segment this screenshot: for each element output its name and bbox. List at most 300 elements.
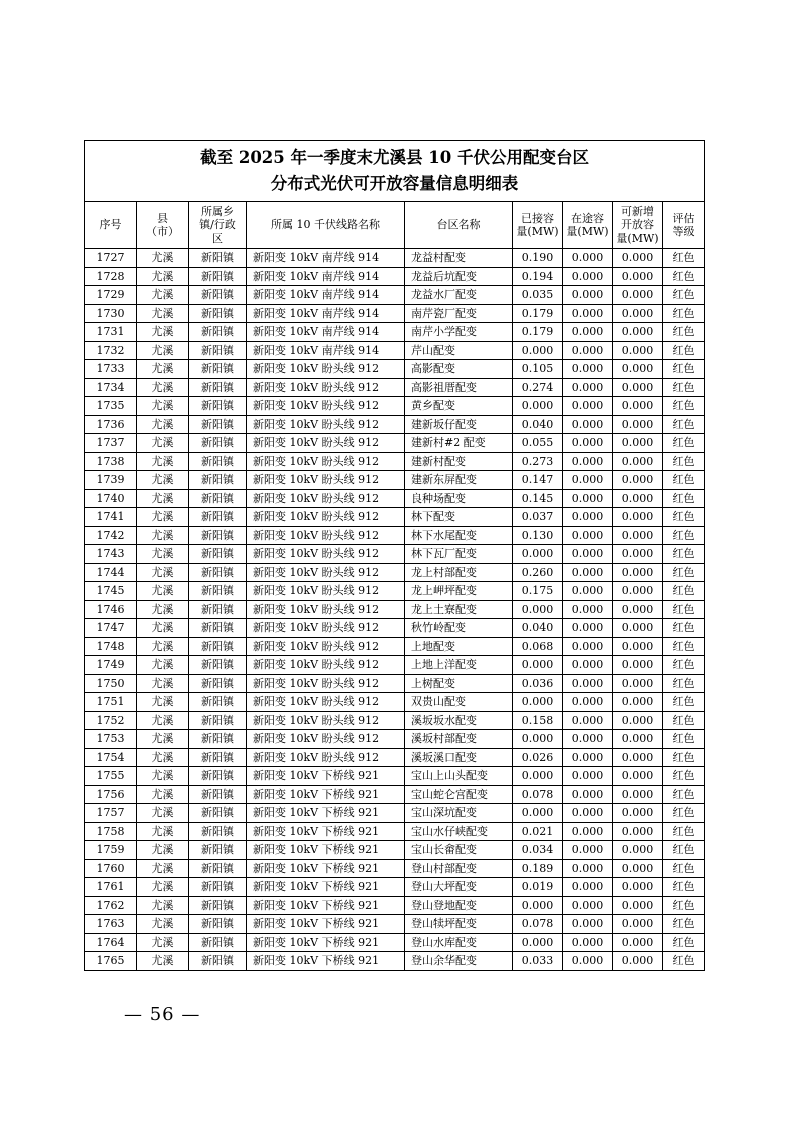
cell-town: 新阳镇	[189, 471, 247, 490]
cell-seq: 1747	[85, 619, 137, 638]
cell-line: 新阳变 10kV 盼头线 912	[247, 360, 405, 379]
header-available-l2: 开放容	[621, 218, 654, 232]
cell-line: 新阳变 10kV 盼头线 912	[247, 397, 405, 416]
cell-seq: 1734	[85, 378, 137, 397]
cell-county: 尤溪	[137, 341, 189, 360]
cell-area: 龙益后坑配变	[405, 267, 513, 286]
cell-grade: 红色	[663, 730, 705, 749]
cell-county: 尤溪	[137, 563, 189, 582]
cell-county: 尤溪	[137, 915, 189, 934]
cell-county: 尤溪	[137, 489, 189, 508]
header-county-l2: （市）	[146, 225, 179, 238]
cell-pending: 0.000	[563, 397, 613, 416]
cell-connected: 0.068	[513, 637, 563, 656]
cell-connected: 0.147	[513, 471, 563, 490]
table-row	[85, 286, 705, 305]
cell-connected: 0.033	[513, 952, 563, 971]
cell-county: 尤溪	[137, 267, 189, 286]
table-row	[85, 360, 705, 379]
cell-grade: 红色	[663, 822, 705, 841]
cell-line: 新阳变 10kV 下桥线 921	[247, 767, 405, 786]
table-row	[85, 323, 705, 342]
cell-connected: 0.034	[513, 841, 563, 860]
cell-seq: 1742	[85, 526, 137, 545]
cell-connected: 0.021	[513, 822, 563, 841]
cell-town: 新阳镇	[189, 489, 247, 508]
cell-grade: 红色	[663, 508, 705, 527]
cell-seq: 1745	[85, 582, 137, 601]
cell-line: 新阳变 10kV 盼头线 912	[247, 748, 405, 767]
cell-line: 新阳变 10kV 下桥线 921	[247, 822, 405, 841]
cell-connected: 0.000	[513, 730, 563, 749]
cell-connected: 0.055	[513, 434, 563, 453]
cell-available: 0.000	[613, 637, 663, 656]
cell-pending: 0.000	[563, 767, 613, 786]
header-seq: 序号	[85, 202, 137, 249]
cell-grade: 红色	[663, 896, 705, 915]
cell-grade: 红色	[663, 637, 705, 656]
cell-line: 新阳变 10kV 盼头线 912	[247, 693, 405, 712]
cell-town: 新阳镇	[189, 656, 247, 675]
header-area: 台区名称	[405, 202, 513, 249]
table-row	[85, 600, 705, 619]
cell-area: 建新村#2 配变	[405, 434, 513, 453]
cell-area: 龙上村部配变	[405, 563, 513, 582]
table-row	[85, 471, 705, 490]
cell-seq: 1727	[85, 249, 137, 268]
cell-connected: 0.179	[513, 323, 563, 342]
cell-connected: 0.000	[513, 656, 563, 675]
cell-area: 宝山蛇仑宫配变	[405, 785, 513, 804]
cell-seq: 1733	[85, 360, 137, 379]
cell-area: 宝山水仔峡配变	[405, 822, 513, 841]
cell-pending: 0.000	[563, 859, 613, 878]
header-town	[189, 202, 247, 249]
cell-seq: 1756	[85, 785, 137, 804]
header-grade-l1: 评估	[672, 211, 695, 225]
cell-line: 新阳变 10kV 盼头线 912	[247, 582, 405, 601]
header-town-l3: 区	[212, 231, 223, 245]
header-pending-l2: 量(MW)	[566, 225, 609, 238]
capacity-table	[84, 140, 705, 971]
cell-connected: 0.000	[513, 693, 563, 712]
cell-town: 新阳镇	[189, 841, 247, 860]
cell-county: 尤溪	[137, 582, 189, 601]
cell-line: 新阳变 10kV 盼头线 912	[247, 730, 405, 749]
cell-area: 登山犊坪配变	[405, 915, 513, 934]
cell-line: 新阳变 10kV 盼头线 912	[247, 656, 405, 675]
cell-seq: 1755	[85, 767, 137, 786]
cell-connected: 0.026	[513, 748, 563, 767]
cell-connected: 0.040	[513, 415, 563, 434]
table-row	[85, 915, 705, 934]
cell-pending: 0.000	[563, 933, 613, 952]
cell-pending: 0.000	[563, 711, 613, 730]
cell-county: 尤溪	[137, 933, 189, 952]
header-line: 所属 10 千伏线路名称	[247, 202, 405, 249]
cell-grade: 红色	[663, 526, 705, 545]
cell-seq: 1753	[85, 730, 137, 749]
cell-available: 0.000	[613, 563, 663, 582]
cell-town: 新阳镇	[189, 767, 247, 786]
cell-area: 宝山深坑配变	[405, 804, 513, 823]
cell-grade: 红色	[663, 415, 705, 434]
cell-available: 0.000	[613, 859, 663, 878]
cell-town: 新阳镇	[189, 545, 247, 564]
cell-area: 溪坂坂水配变	[405, 711, 513, 730]
cell-available: 0.000	[613, 600, 663, 619]
cell-connected: 0.194	[513, 267, 563, 286]
cell-pending: 0.000	[563, 526, 613, 545]
cell-line: 新阳变 10kV 盼头线 912	[247, 508, 405, 527]
cell-pending: 0.000	[563, 434, 613, 453]
cell-connected: 0.130	[513, 526, 563, 545]
cell-available: 0.000	[613, 582, 663, 601]
cell-seq: 1765	[85, 952, 137, 971]
cell-pending: 0.000	[563, 304, 613, 323]
cell-pending: 0.000	[563, 415, 613, 434]
header-county-l1: 县	[157, 211, 168, 225]
cell-seq: 1741	[85, 508, 137, 527]
cell-town: 新阳镇	[189, 674, 247, 693]
cell-area: 黄乡配变	[405, 397, 513, 416]
cell-connected: 0.179	[513, 304, 563, 323]
cell-seq: 1749	[85, 656, 137, 675]
cell-area: 登山水库配变	[405, 933, 513, 952]
cell-line: 新阳变 10kV 盼头线 912	[247, 378, 405, 397]
cell-pending: 0.000	[563, 267, 613, 286]
table-header-row	[85, 202, 705, 249]
cell-area: 龙上土寮配变	[405, 600, 513, 619]
cell-seq: 1746	[85, 600, 137, 619]
cell-town: 新阳镇	[189, 619, 247, 638]
cell-area: 南芹小学配变	[405, 323, 513, 342]
cell-line: 新阳变 10kV 南芹线 914	[247, 323, 405, 342]
header-connected-l2: 量(MW)	[516, 225, 559, 238]
cell-town: 新阳镇	[189, 933, 247, 952]
cell-area: 建新村配变	[405, 452, 513, 471]
cell-county: 尤溪	[137, 730, 189, 749]
cell-pending: 0.000	[563, 323, 613, 342]
cell-grade: 红色	[663, 878, 705, 897]
cell-pending: 0.000	[563, 600, 613, 619]
cell-pending: 0.000	[563, 637, 613, 656]
table-title	[85, 141, 705, 202]
cell-town: 新阳镇	[189, 600, 247, 619]
cell-pending: 0.000	[563, 730, 613, 749]
cell-area: 上地配变	[405, 637, 513, 656]
cell-line: 新阳变 10kV 盼头线 912	[247, 600, 405, 619]
header-grade-l2: 等级	[672, 225, 695, 238]
table-row	[85, 637, 705, 656]
cell-grade: 红色	[663, 434, 705, 453]
cell-area: 秋竹岭配变	[405, 619, 513, 638]
table-row	[85, 508, 705, 527]
cell-county: 尤溪	[137, 896, 189, 915]
cell-seq: 1750	[85, 674, 137, 693]
cell-pending: 0.000	[563, 545, 613, 564]
cell-available: 0.000	[613, 304, 663, 323]
table-row	[85, 933, 705, 952]
cell-available: 0.000	[613, 545, 663, 564]
table-row	[85, 656, 705, 675]
cell-area: 宝山上山头配变	[405, 767, 513, 786]
cell-seq: 1757	[85, 804, 137, 823]
cell-line: 新阳变 10kV 下桥线 921	[247, 915, 405, 934]
table-row	[85, 267, 705, 286]
cell-county: 尤溪	[137, 859, 189, 878]
cell-available: 0.000	[613, 730, 663, 749]
cell-seq: 1763	[85, 915, 137, 934]
cell-grade: 红色	[663, 286, 705, 305]
cell-line: 新阳变 10kV 盼头线 912	[247, 434, 405, 453]
cell-area: 建新坂仔配变	[405, 415, 513, 434]
cell-line: 新阳变 10kV 南芹线 914	[247, 267, 405, 286]
cell-area: 林下瓦厂配变	[405, 545, 513, 564]
cell-connected: 0.000	[513, 341, 563, 360]
cell-available: 0.000	[613, 748, 663, 767]
cell-available: 0.000	[613, 267, 663, 286]
cell-county: 尤溪	[137, 452, 189, 471]
cell-county: 尤溪	[137, 508, 189, 527]
cell-seq: 1754	[85, 748, 137, 767]
table-row	[85, 304, 705, 323]
cell-line: 新阳变 10kV 下桥线 921	[247, 804, 405, 823]
header-county	[137, 202, 189, 249]
cell-county: 尤溪	[137, 619, 189, 638]
cell-grade: 红色	[663, 619, 705, 638]
table-row	[85, 397, 705, 416]
cell-seq: 1737	[85, 434, 137, 453]
cell-county: 尤溪	[137, 434, 189, 453]
header-available	[613, 202, 663, 249]
cell-seq: 1762	[85, 896, 137, 915]
cell-grade: 红色	[663, 785, 705, 804]
cell-town: 新阳镇	[189, 637, 247, 656]
cell-line: 新阳变 10kV 盼头线 912	[247, 471, 405, 490]
cell-area: 溪坂溪口配变	[405, 748, 513, 767]
cell-connected: 0.000	[513, 896, 563, 915]
cell-town: 新阳镇	[189, 378, 247, 397]
cell-connected: 0.274	[513, 378, 563, 397]
header-pending	[563, 202, 613, 249]
cell-county: 尤溪	[137, 952, 189, 971]
table-row	[85, 785, 705, 804]
cell-town: 新阳镇	[189, 249, 247, 268]
cell-line: 新阳变 10kV 下桥线 921	[247, 841, 405, 860]
cell-county: 尤溪	[137, 711, 189, 730]
cell-available: 0.000	[613, 693, 663, 712]
cell-county: 尤溪	[137, 656, 189, 675]
cell-seq: 1730	[85, 304, 137, 323]
cell-town: 新阳镇	[189, 896, 247, 915]
cell-grade: 红色	[663, 304, 705, 323]
cell-line: 新阳变 10kV 南芹线 914	[247, 341, 405, 360]
table-row	[85, 526, 705, 545]
cell-town: 新阳镇	[189, 452, 247, 471]
cell-town: 新阳镇	[189, 323, 247, 342]
cell-pending: 0.000	[563, 286, 613, 305]
cell-town: 新阳镇	[189, 915, 247, 934]
cell-seq: 1740	[85, 489, 137, 508]
cell-town: 新阳镇	[189, 415, 247, 434]
cell-grade: 红色	[663, 674, 705, 693]
table-row	[85, 545, 705, 564]
cell-connected: 0.000	[513, 600, 563, 619]
cell-grade: 红色	[663, 378, 705, 397]
cell-county: 尤溪	[137, 249, 189, 268]
cell-area: 登山大坪配变	[405, 878, 513, 897]
cell-seq: 1729	[85, 286, 137, 305]
cell-area: 上地上洋配变	[405, 656, 513, 675]
cell-area: 良种场配变	[405, 489, 513, 508]
cell-seq: 1728	[85, 267, 137, 286]
cell-area: 登山登地配变	[405, 896, 513, 915]
table-row	[85, 748, 705, 767]
table-row	[85, 822, 705, 841]
table-row	[85, 674, 705, 693]
cell-county: 尤溪	[137, 526, 189, 545]
cell-pending: 0.000	[563, 896, 613, 915]
cell-county: 尤溪	[137, 637, 189, 656]
cell-grade: 红色	[663, 915, 705, 934]
cell-county: 尤溪	[137, 767, 189, 786]
table-row	[85, 804, 705, 823]
cell-line: 新阳变 10kV 南芹线 914	[247, 304, 405, 323]
cell-seq: 1738	[85, 452, 137, 471]
cell-seq: 1760	[85, 859, 137, 878]
cell-town: 新阳镇	[189, 397, 247, 416]
table-row	[85, 415, 705, 434]
cell-available: 0.000	[613, 785, 663, 804]
cell-connected: 0.040	[513, 619, 563, 638]
cell-area: 南芹瓷厂配变	[405, 304, 513, 323]
cell-connected: 0.036	[513, 674, 563, 693]
cell-grade: 红色	[663, 952, 705, 971]
cell-available: 0.000	[613, 656, 663, 675]
cell-seq: 1732	[85, 341, 137, 360]
cell-pending: 0.000	[563, 952, 613, 971]
cell-seq: 1758	[85, 822, 137, 841]
cell-available: 0.000	[613, 508, 663, 527]
cell-area: 宝山长畲配变	[405, 841, 513, 860]
cell-area: 芹山配变	[405, 341, 513, 360]
cell-county: 尤溪	[137, 471, 189, 490]
cell-town: 新阳镇	[189, 360, 247, 379]
cell-available: 0.000	[613, 674, 663, 693]
cell-town: 新阳镇	[189, 304, 247, 323]
cell-line: 新阳变 10kV 盼头线 912	[247, 415, 405, 434]
table-row	[85, 582, 705, 601]
cell-town: 新阳镇	[189, 286, 247, 305]
cell-pending: 0.000	[563, 656, 613, 675]
cell-town: 新阳镇	[189, 785, 247, 804]
cell-grade: 红色	[663, 452, 705, 471]
cell-connected: 0.145	[513, 489, 563, 508]
cell-available: 0.000	[613, 397, 663, 416]
cell-available: 0.000	[613, 360, 663, 379]
cell-grade: 红色	[663, 711, 705, 730]
cell-town: 新阳镇	[189, 434, 247, 453]
cell-line: 新阳变 10kV 下桥线 921	[247, 896, 405, 915]
cell-available: 0.000	[613, 378, 663, 397]
cell-grade: 红色	[663, 323, 705, 342]
cell-area: 林下水尾配变	[405, 526, 513, 545]
cell-grade: 红色	[663, 341, 705, 360]
cell-county: 尤溪	[137, 878, 189, 897]
cell-pending: 0.000	[563, 748, 613, 767]
table-row	[85, 711, 705, 730]
cell-seq: 1739	[85, 471, 137, 490]
cell-available: 0.000	[613, 489, 663, 508]
cell-area: 溪坂村部配变	[405, 730, 513, 749]
cell-town: 新阳镇	[189, 341, 247, 360]
cell-connected: 0.190	[513, 249, 563, 268]
cell-town: 新阳镇	[189, 804, 247, 823]
cell-connected: 0.260	[513, 563, 563, 582]
cell-connected: 0.019	[513, 878, 563, 897]
header-grade	[663, 202, 705, 249]
cell-connected: 0.035	[513, 286, 563, 305]
cell-connected: 0.273	[513, 452, 563, 471]
table-body	[85, 249, 705, 971]
cell-line: 新阳变 10kV 下桥线 921	[247, 878, 405, 897]
cell-available: 0.000	[613, 341, 663, 360]
cell-available: 0.000	[613, 434, 663, 453]
table-row	[85, 767, 705, 786]
cell-available: 0.000	[613, 711, 663, 730]
cell-area: 上树配变	[405, 674, 513, 693]
cell-available: 0.000	[613, 804, 663, 823]
cell-county: 尤溪	[137, 600, 189, 619]
cell-connected: 0.078	[513, 915, 563, 934]
cell-connected: 0.000	[513, 397, 563, 416]
cell-area: 高影配变	[405, 360, 513, 379]
cell-county: 尤溪	[137, 804, 189, 823]
cell-available: 0.000	[613, 415, 663, 434]
cell-town: 新阳镇	[189, 878, 247, 897]
cell-county: 尤溪	[137, 748, 189, 767]
cell-pending: 0.000	[563, 508, 613, 527]
header-pending-l1: 在途容	[571, 211, 604, 225]
cell-area: 高影祖厝配变	[405, 378, 513, 397]
cell-pending: 0.000	[563, 452, 613, 471]
cell-area: 龙益村配变	[405, 249, 513, 268]
cell-available: 0.000	[613, 526, 663, 545]
header-connected-l1: 已接容	[521, 211, 554, 225]
cell-pending: 0.000	[563, 341, 613, 360]
cell-county: 尤溪	[137, 841, 189, 860]
cell-available: 0.000	[613, 915, 663, 934]
cell-grade: 红色	[663, 563, 705, 582]
cell-seq: 1743	[85, 545, 137, 564]
cell-town: 新阳镇	[189, 730, 247, 749]
cell-seq: 1731	[85, 323, 137, 342]
table-title-line2: 分布式光伏可开放容量信息明细表	[270, 174, 519, 193]
cell-pending: 0.000	[563, 249, 613, 268]
table-row	[85, 730, 705, 749]
cell-line: 新阳变 10kV 盼头线 912	[247, 563, 405, 582]
table-row	[85, 341, 705, 360]
cell-connected: 0.000	[513, 933, 563, 952]
cell-line: 新阳变 10kV 盼头线 912	[247, 619, 405, 638]
cell-available: 0.000	[613, 933, 663, 952]
cell-seq: 1744	[85, 563, 137, 582]
table-row	[85, 434, 705, 453]
cell-area: 建新东屏配变	[405, 471, 513, 490]
cell-available: 0.000	[613, 896, 663, 915]
header-connected	[513, 202, 563, 249]
